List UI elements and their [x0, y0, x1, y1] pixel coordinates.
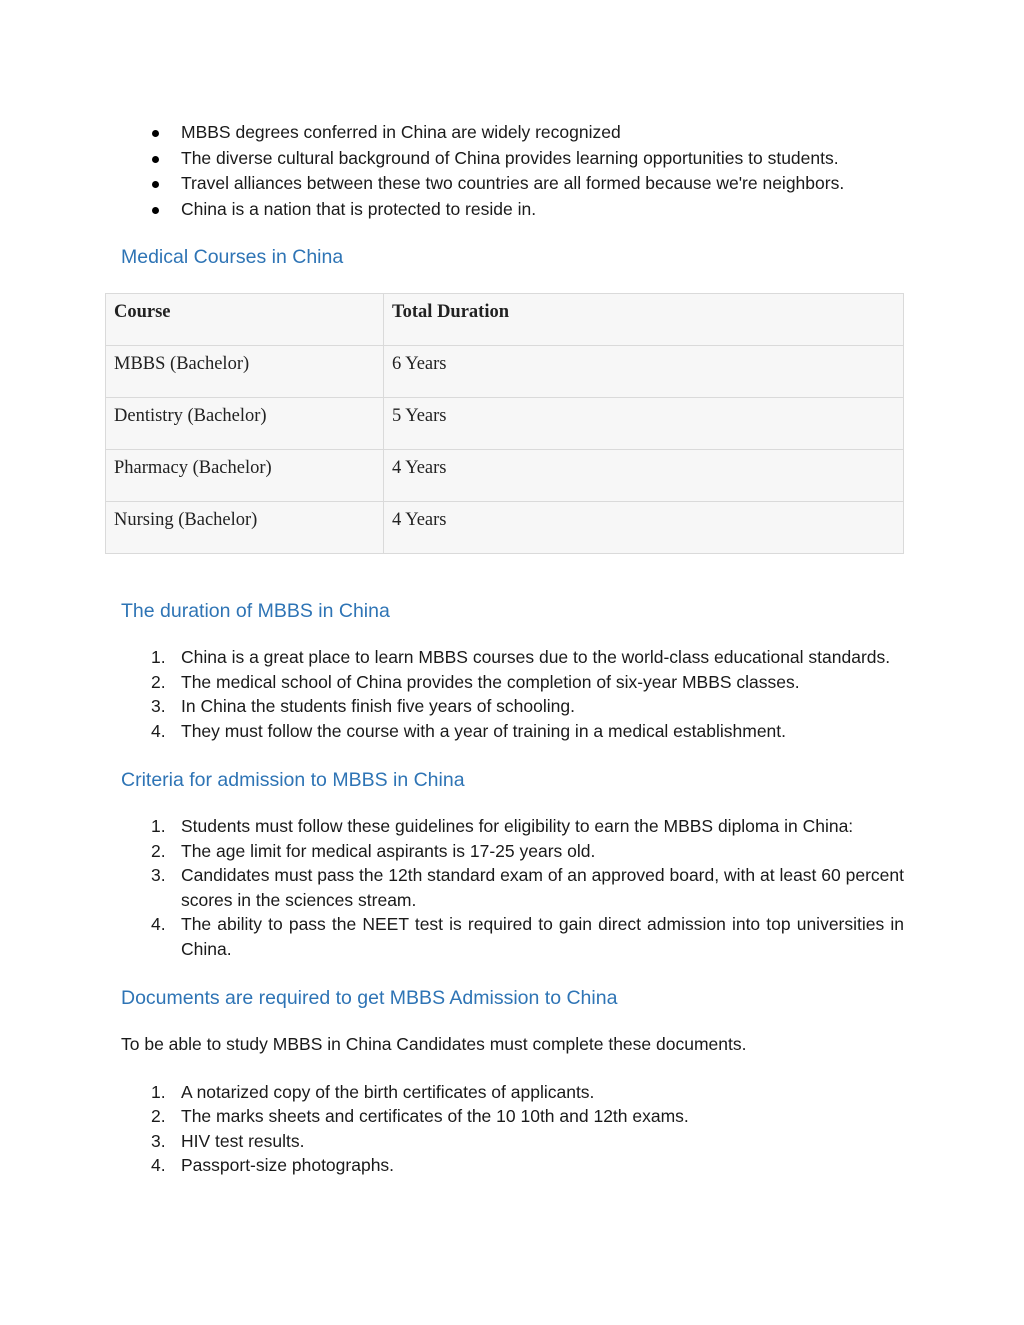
- table-row: [106, 346, 904, 398]
- bullet-item: [121, 171, 904, 197]
- list-item-text: The medical school of China provides the completion of six-year MBBS classes.: [181, 671, 800, 692]
- table-row: [106, 502, 904, 554]
- bullet-item: [121, 146, 904, 172]
- list-item: [121, 1129, 904, 1154]
- criteria-heading: Criteria for admission to MBBS in China: [121, 769, 465, 792]
- duration-cell: 4 Years: [384, 450, 904, 502]
- list-item-text: Students must follow these guidelines for eligibility to earn the MBBS diploma in China:: [181, 816, 854, 837]
- bullet-text: Travel alliances between these two countries are all formed because we're neighbors.: [181, 173, 845, 194]
- list-item-text: HIV test results.: [181, 1130, 305, 1151]
- list-number: 3.: [151, 865, 166, 886]
- bullet-icon: [152, 207, 159, 214]
- duration-heading: The duration of MBBS in China: [121, 600, 390, 623]
- list-number: 2.: [151, 1106, 166, 1127]
- column-header-course: Course: [106, 294, 384, 346]
- bullet-item: [121, 197, 904, 223]
- list-number: 1.: [151, 816, 166, 837]
- list-number: 1.: [151, 1081, 166, 1102]
- list-number: 2.: [151, 671, 166, 692]
- list-number: 4.: [151, 1155, 166, 1176]
- list-item: [121, 719, 904, 744]
- documents-intro-paragraph: To be able to study MBBS in China Candidates must complete these documents.: [121, 1034, 747, 1055]
- bullet-icon: [152, 181, 159, 188]
- duration-cell: 6 Years: [384, 346, 904, 398]
- list-item-text: The age limit for medical aspirants is 17-25 years old.: [181, 840, 596, 861]
- list-number: 4.: [151, 914, 166, 935]
- list-item-text: The marks sheets and certificates of the 10 10th and 12th exams.: [181, 1106, 689, 1127]
- duration-cell: 5 Years: [384, 398, 904, 450]
- list-item: [121, 1104, 904, 1129]
- list-item: [121, 814, 904, 839]
- list-item-text: Passport-size photographs.: [181, 1155, 395, 1176]
- course-cell: MBBS (Bachelor): [106, 346, 384, 398]
- documents-list: [121, 1080, 904, 1178]
- bullet-icon: [152, 156, 159, 163]
- list-item: [121, 912, 904, 961]
- bullet-text: China is a nation that is protected to reside in.: [181, 198, 537, 219]
- list-number: 3.: [151, 1130, 166, 1151]
- course-cell: Dentistry (Bachelor): [106, 398, 384, 450]
- list-item-text: Candidates must pass the 12th standard exam of an approved board, with at least 60 percent scores in the sciences stream.: [181, 865, 904, 910]
- list-item: [121, 670, 904, 695]
- list-item: [121, 694, 904, 719]
- courses-table: [105, 293, 904, 554]
- course-cell: Pharmacy (Bachelor): [106, 450, 384, 502]
- list-item: [121, 645, 904, 670]
- bullet-icon: [152, 130, 159, 137]
- criteria-list: [121, 814, 904, 961]
- duration-cell: 4 Years: [384, 502, 904, 554]
- column-header-duration: Total Duration: [384, 294, 904, 346]
- documents-heading: Documents are required to get MBBS Admission to China: [121, 987, 618, 1010]
- table-row: [106, 450, 904, 502]
- bullet-item: [121, 120, 904, 146]
- list-item-text: They must follow the course with a year of training in a medical establishment.: [181, 720, 787, 741]
- list-item-text: The ability to pass the NEET test is required to gain direct admission into top universities in China.: [181, 914, 904, 959]
- duration-list: [121, 645, 904, 743]
- list-number: 1.: [151, 647, 166, 668]
- courses-heading: Medical Courses in China: [121, 246, 344, 269]
- bullet-text: MBBS degrees conferred in China are widely recognized: [181, 122, 621, 142]
- course-cell: Nursing (Bachelor): [106, 502, 384, 554]
- intro-bullet-list: [121, 120, 904, 222]
- list-item: [121, 839, 904, 864]
- list-number: 4.: [151, 720, 166, 741]
- list-item: [121, 1153, 904, 1178]
- list-item-text: In China the students finish five years of schooling.: [181, 696, 575, 717]
- table-row: [106, 398, 904, 450]
- list-number: 2.: [151, 840, 166, 861]
- list-number: 3.: [151, 696, 166, 717]
- list-item-text: A notarized copy of the birth certificates of applicants.: [181, 1081, 595, 1102]
- document-content: [114, 120, 904, 1178]
- list-item: [121, 863, 904, 912]
- bullet-text: The diverse cultural background of China provides learning opportunities to students.: [181, 147, 839, 168]
- list-item-text: China is a great place to learn MBBS courses due to the world-class educational standards.: [181, 647, 891, 668]
- courses-table-wrapper: [105, 293, 904, 554]
- list-item: [121, 1080, 904, 1105]
- table-header-row: [106, 294, 904, 346]
